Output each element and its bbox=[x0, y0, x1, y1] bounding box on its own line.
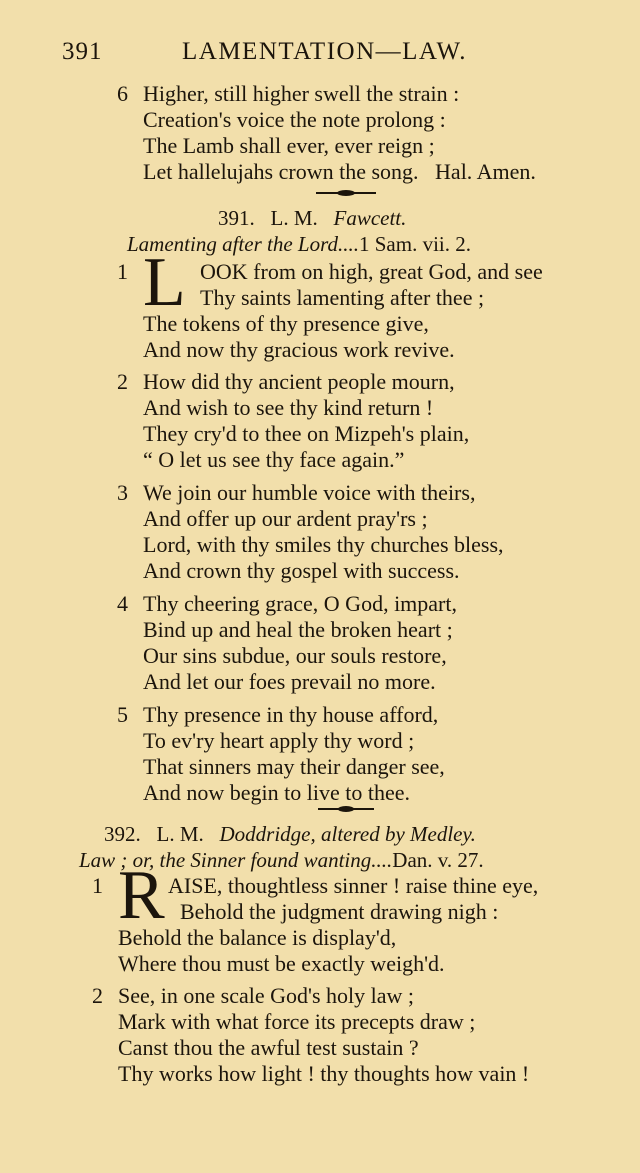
verse-line: Behold the balance is display'd, bbox=[118, 925, 397, 950]
verse-line: How did thy ancient people mourn, bbox=[143, 369, 455, 394]
verse-number: 1 bbox=[92, 873, 103, 898]
hymn-subject: Lamenting after the Lord.... bbox=[127, 232, 359, 256]
verse-number: 1 bbox=[117, 259, 128, 284]
drop-cap: R bbox=[118, 857, 165, 934]
verse-line: To ev'ry heart apply thy word ; bbox=[143, 728, 415, 753]
verse-line: They cry'd to thee on Mizpeh's plain, bbox=[143, 421, 470, 446]
verse-line: Thy presence in thy house afford, bbox=[143, 702, 439, 727]
hymn-meter: L. M. bbox=[156, 822, 204, 846]
verse-line: Bind up and heal the broken heart ; bbox=[143, 617, 453, 642]
verse-line: Mark with what force its precepts draw ; bbox=[118, 1009, 476, 1034]
verse-line: That sinners may their danger see, bbox=[143, 754, 445, 779]
verse-line: AISE, thoughtless sinner ! raise thine eye, bbox=[168, 873, 539, 898]
verse-number: 3 bbox=[117, 480, 128, 505]
verse-line: “ O let us see thy face again.” bbox=[143, 447, 405, 472]
verse-line: And offer up our ardent pray'rs ; bbox=[143, 506, 428, 531]
hymn-author: Doddridge, altered by Medley. bbox=[219, 822, 476, 846]
page-header bbox=[62, 38, 622, 72]
scripture-reference: 1 Sam. vii. 2. bbox=[358, 232, 471, 256]
verse-line: Let hallelujahs crown the song. Hal. Amen. bbox=[143, 159, 536, 184]
hymn-author: Fawcett. bbox=[333, 206, 407, 230]
hymn-meter: L. M. bbox=[270, 206, 318, 230]
verse-number: 2 bbox=[92, 983, 103, 1008]
verse-line: And wish to see thy kind return ! bbox=[143, 395, 434, 420]
section-divider bbox=[316, 192, 376, 194]
hymn-number: 391. bbox=[218, 206, 255, 230]
hymn-392-heading bbox=[104, 821, 476, 847]
verse-number: 4 bbox=[117, 591, 128, 616]
hymn-number: 392. bbox=[104, 822, 141, 846]
verse-number: 5 bbox=[117, 702, 128, 727]
verse-line: And let our foes prevail no more. bbox=[143, 669, 436, 694]
page-number: 391 bbox=[62, 38, 103, 65]
verse-line: And now begin to live to thee. bbox=[143, 780, 411, 805]
hymn-391-heading bbox=[218, 205, 406, 231]
verse-line: The Lamb shall ever, ever reign ; bbox=[143, 133, 435, 158]
running-title: LAMENTATION—LAW. bbox=[182, 38, 468, 65]
verse-number: 2 bbox=[117, 369, 128, 394]
verse-line: We join our humble voice with theirs, bbox=[143, 480, 476, 505]
section-divider bbox=[318, 808, 374, 810]
verse-line: Behold the judgment drawing nigh : bbox=[180, 899, 499, 924]
verse-line: Higher, still higher swell the strain : bbox=[143, 81, 460, 106]
verse-line: And crown thy gospel with success. bbox=[143, 558, 460, 583]
hymn-subject: Law ; or, the Sinner found wanting.... bbox=[79, 848, 393, 872]
verse-line: Our sins subdue, our souls restore, bbox=[143, 643, 447, 668]
verse-number: 6 bbox=[117, 81, 128, 106]
verse-line: The tokens of thy presence give, bbox=[143, 311, 429, 336]
verse-line: Where thou must be exactly weigh'd. bbox=[118, 951, 445, 976]
verse-line: Thy works how light ! thy thoughts how vain ! bbox=[118, 1061, 530, 1086]
verse-line: Creation's voice the note prolong : bbox=[143, 107, 446, 132]
scripture-reference: Dan. v. 27. bbox=[392, 848, 484, 872]
drop-cap: L bbox=[143, 244, 186, 321]
verse-line: See, in one scale God's holy law ; bbox=[118, 983, 415, 1008]
verse-line: Thy cheering grace, O God, impart, bbox=[143, 591, 457, 616]
verse-line: And now thy gracious work revive. bbox=[143, 337, 455, 362]
verse-line: OOK from on high, great God, and see bbox=[200, 259, 543, 284]
verse-line: Lord, with thy smiles thy churches bless, bbox=[143, 532, 504, 557]
verse-line: Canst thou the awful test sustain ? bbox=[118, 1035, 419, 1060]
verse-line: Thy saints lamenting after thee ; bbox=[200, 285, 485, 310]
